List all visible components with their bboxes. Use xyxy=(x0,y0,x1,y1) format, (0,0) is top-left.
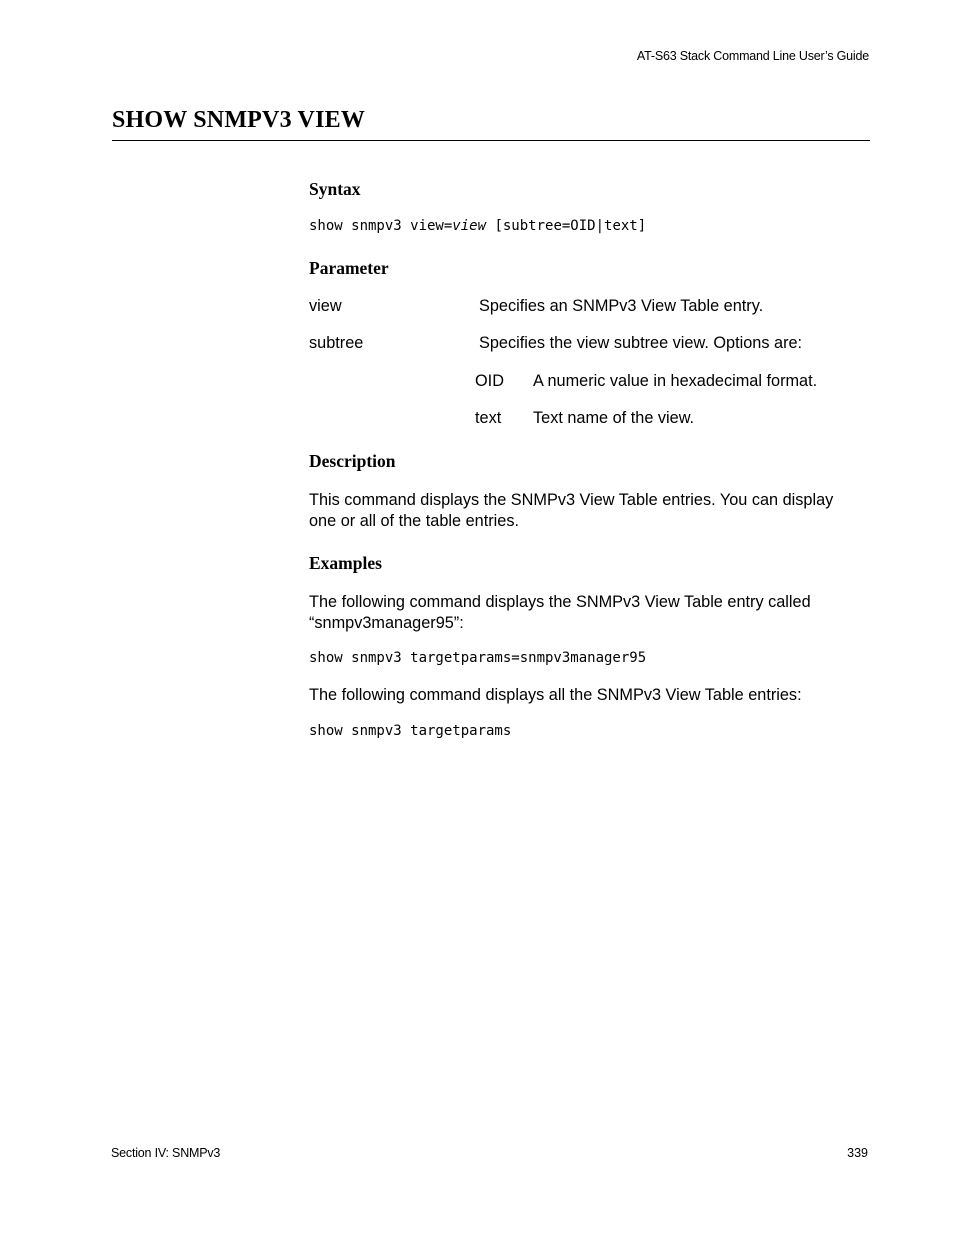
page-title: SHOW SNMPV3 VIEW xyxy=(112,107,366,133)
example-2-command: show snmpv3 targetparams xyxy=(309,723,512,739)
syntax-command-suffix: [subtree=OID|text] xyxy=(486,218,647,234)
example-1-intro-line-2: “snmpv3manager95”: xyxy=(309,614,464,632)
param-name-view: view xyxy=(309,297,342,315)
example-1-intro-line-1: The following command displays the SNMPv3 View Table entry called xyxy=(309,593,811,611)
syntax-command xyxy=(309,218,646,234)
description-heading: Description xyxy=(309,451,396,471)
title-rule xyxy=(112,140,870,141)
description-line-2: one or all of the table entries. xyxy=(309,512,519,530)
syntax-command-param: view xyxy=(452,218,487,234)
footer-section: Section IV: SNMPv3 xyxy=(111,1146,221,1160)
example-2-intro: The following command displays all the SNMPv3 View Table entries: xyxy=(309,686,802,704)
footer-page-number: 339 xyxy=(847,1146,868,1160)
param-desc-subtree: Specifies the view subtree view. Options are: xyxy=(479,334,803,352)
description-line-1: This command displays the SNMPv3 View Table entries. You can display xyxy=(309,491,834,509)
running-header: AT-S63 Stack Command Line User’s Guide xyxy=(636,49,869,63)
example-1-command: show snmpv3 targetparams=snmpv3manager95 xyxy=(309,650,647,666)
examples-heading: Examples xyxy=(309,553,382,573)
syntax-command-prefix: show snmpv3 view= xyxy=(309,218,453,234)
parameter-heading: Parameter xyxy=(309,258,389,278)
option-desc-oid: A numeric value in hexadecimal format. xyxy=(533,372,818,390)
param-desc-view: Specifies an SNMPv3 View Table entry. xyxy=(479,297,764,315)
param-name-subtree: subtree xyxy=(309,334,364,352)
option-name-text: text xyxy=(475,409,502,427)
option-desc-text: Text name of the view. xyxy=(533,409,695,427)
option-name-oid: OID xyxy=(475,372,504,390)
syntax-heading: Syntax xyxy=(309,179,361,199)
